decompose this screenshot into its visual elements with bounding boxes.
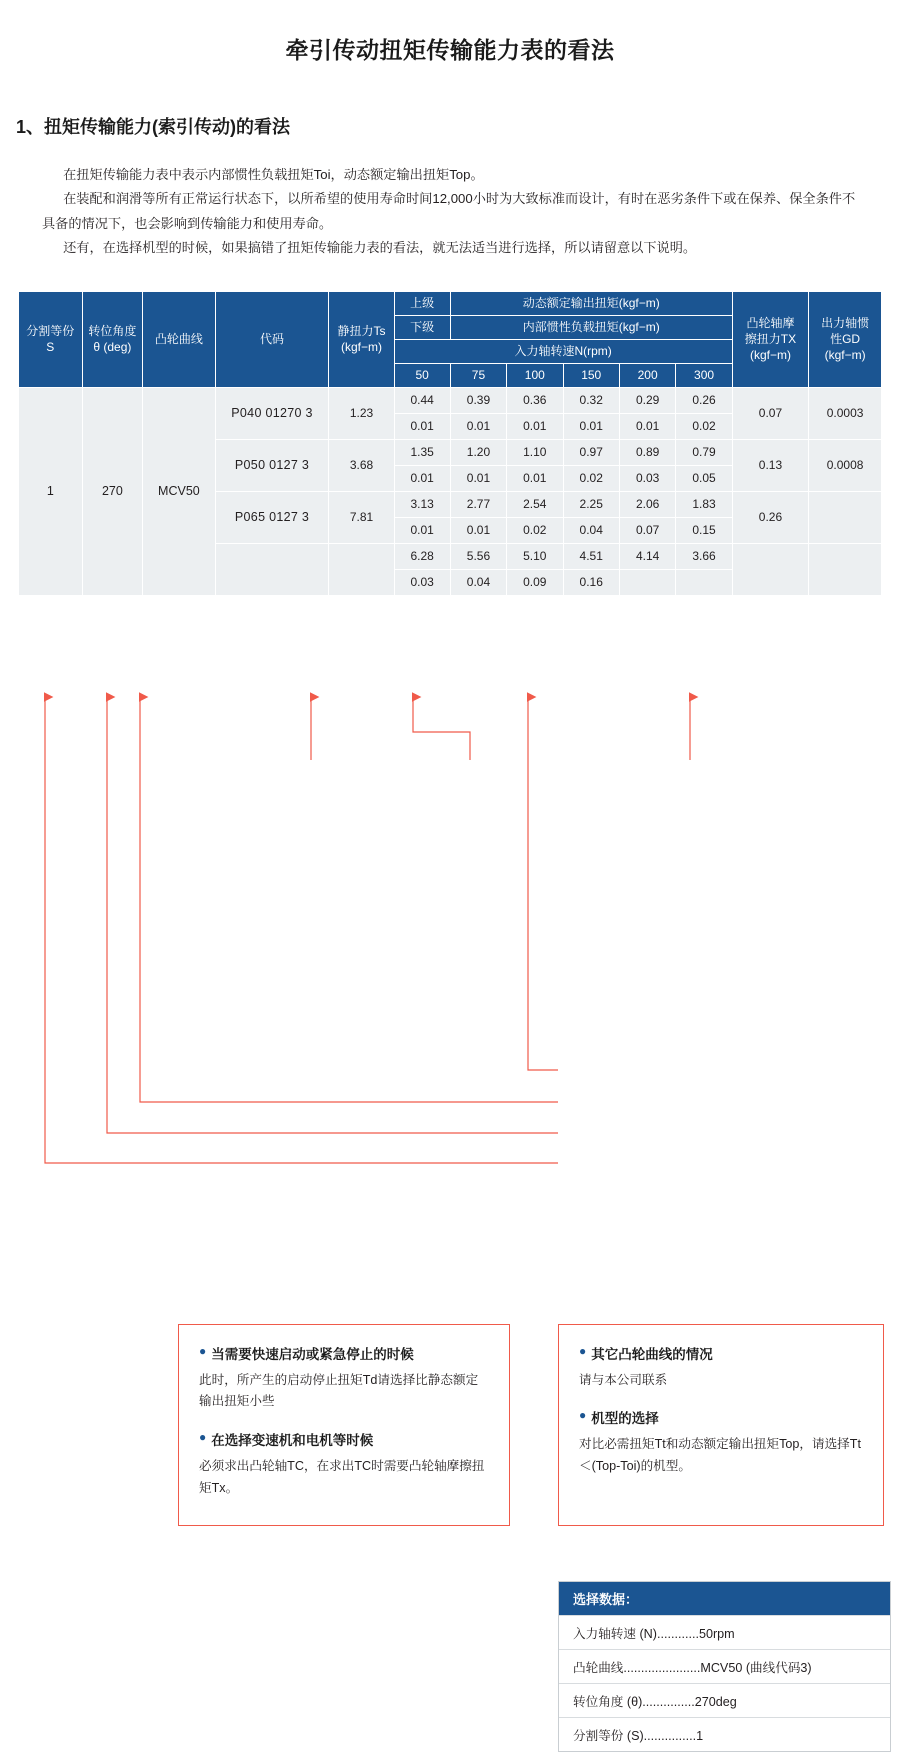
th-static-torque	[329, 291, 394, 387]
th-code: 代码	[215, 291, 329, 387]
cell-upper-4-200: 4.14	[619, 543, 675, 569]
callout-right	[558, 1324, 884, 1526]
cell-lower-4-200	[619, 569, 675, 595]
cell-lower-1-75: 0.01	[450, 413, 506, 439]
th-index-angle	[82, 291, 143, 387]
cell-code-1: P040 01270 3	[215, 387, 329, 439]
th-input-speed: 入力轴转速N(rpm)	[394, 339, 732, 363]
cell-lower-1-150: 0.01	[563, 413, 619, 439]
document-page	[0, 32, 900, 1743]
th-cam-friction-line1: 凸轮轴摩	[746, 315, 795, 330]
cell-upper-4-300: 3.66	[676, 543, 732, 569]
cell-code-4	[215, 543, 329, 595]
cell-upper-1-100: 0.36	[507, 387, 563, 413]
th-lower-text: 内部惯性负载扭矩(kgf−m)	[450, 315, 732, 339]
bullet-icon: ●	[579, 1408, 587, 1423]
cell-lower-3-200: 0.07	[619, 517, 675, 543]
page-title: 牵引传动扭矩传输能力表的看法	[285, 37, 615, 63]
cell-lower-2-50: 0.01	[394, 465, 450, 491]
cell-ts-2: 3.68	[329, 439, 394, 491]
cell-lower-4-150: 0.16	[563, 569, 619, 595]
cell-lower-1-50: 0.01	[394, 413, 450, 439]
cell-upper-2-75: 1.20	[450, 439, 506, 465]
th-cam-friction-line2: 擦扭力TX	[744, 332, 797, 347]
callout-left	[178, 1324, 510, 1526]
cell-upper-3-100: 2.54	[507, 491, 563, 517]
cell-upper-2-200: 0.89	[619, 439, 675, 465]
torque-capacity-table-wrapper	[18, 291, 882, 596]
cell-upper-2-150: 0.97	[563, 439, 619, 465]
callout-left-head-2-text: 在选择变速机和电机等时候	[211, 1433, 374, 1448]
cell-split-grade: 1	[19, 387, 83, 595]
th-rpm-300: 300	[676, 363, 732, 387]
bullet-icon: ●	[199, 1430, 207, 1444]
th-lower-label: 下级	[394, 315, 450, 339]
cell-upper-3-75: 2.77	[450, 491, 506, 517]
paragraph-1: 在扭矩传输能力表中表示内部惯性负载扭矩Toi，动态额定输出扭矩Top。	[63, 167, 484, 182]
cell-ts-4	[329, 543, 394, 595]
th-split-grade-line2: S	[46, 340, 55, 355]
th-index-angle-line2: θ (deg)	[93, 340, 132, 355]
torque-capacity-table	[18, 291, 882, 596]
callout-right-item-1	[579, 1343, 863, 1392]
cell-upper-1-150: 0.32	[563, 387, 619, 413]
cell-lower-1-200: 0.01	[619, 413, 675, 439]
cell-lower-4-50: 0.03	[394, 569, 450, 595]
th-split-grade-line1: 分割等份	[26, 324, 75, 338]
cell-lower-3-150: 0.04	[563, 517, 619, 543]
callout-left-item-2	[199, 1429, 489, 1499]
connector-input-speed	[528, 697, 558, 1070]
callout-left-body-1: 此时，所产生的启动停止扭矩Td请选择比静态额定输出扭矩小些	[199, 1372, 479, 1409]
callout-right-body-1: 请与本公司联系	[579, 1372, 668, 1387]
cell-lower-3-100: 0.02	[507, 517, 563, 543]
cell-upper-2-300: 0.79	[676, 439, 732, 465]
connector-cam-curve	[140, 697, 558, 1102]
cell-upper-3-300: 1.83	[676, 491, 732, 517]
callout-right-head-1-text: 其它凸轮曲线的情况	[591, 1346, 713, 1362]
th-rpm-100: 100	[507, 363, 563, 387]
selection-data-row-3: 转位角度 (θ)...............270deg	[559, 1683, 890, 1717]
cell-lower-2-75: 0.01	[450, 465, 506, 491]
th-static-torque-line2: (kgf−m)	[341, 340, 383, 355]
callout-left-body-2: 必须求出凸轮轴TC，在求出TC时需要凸轮轴摩擦扭矩Tx。	[199, 1459, 485, 1495]
cell-upper-3-50: 3.13	[394, 491, 450, 517]
cell-lower-2-300: 0.05	[676, 465, 732, 491]
callout-left-item-1	[199, 1343, 489, 1413]
callout-right-head-2	[579, 1407, 863, 1427]
callout-left-head-2	[199, 1429, 489, 1449]
th-rpm-50: 50	[394, 363, 450, 387]
th-split-grade	[19, 291, 83, 387]
selection-data-box	[558, 1581, 891, 1752]
th-output-inertia-line1: 出力轴惯	[821, 315, 870, 330]
cell-upper-2-50: 1.35	[394, 439, 450, 465]
cell-tx-3: 0.26	[732, 491, 808, 543]
table-body	[19, 387, 882, 595]
callout-left-head-1-text: 当需要快速启动或紧急停止的时候	[211, 1346, 414, 1362]
cell-upper-1-300: 0.26	[676, 387, 732, 413]
cell-gd-4	[809, 543, 882, 595]
cell-upper-1-50: 0.44	[394, 387, 450, 413]
th-output-inertia-line3: (kgf−m)	[824, 348, 866, 363]
cell-lower-2-200: 0.03	[619, 465, 675, 491]
cell-upper-3-150: 2.25	[563, 491, 619, 517]
cell-upper-4-100: 5.10	[507, 543, 563, 569]
bullet-icon: ●	[199, 1343, 207, 1358]
callout-right-head-1	[579, 1343, 863, 1363]
selection-data-row-2: 凸轮曲线......................MCV50 (曲线代码3)	[559, 1649, 890, 1683]
callout-right-body-2: 对比必需扭矩Tt和动态额定输出扭矩Top，请选择Tt＜(Top-Toi)的机型。	[579, 1437, 861, 1473]
th-upper-text: 动态额定输出扭矩(kgf−m)	[450, 291, 732, 315]
cell-upper-3-200: 2.06	[619, 491, 675, 517]
cell-code-2: P050 0127 3	[215, 439, 329, 491]
paragraph-2: 在装配和润滑等所有正常运行状态下，以所希望的使用寿命时间12,000小时为大致标准而设计，有时在恶劣条件下或在保养、保全条件不具备的情况下，也会影响到传输能力和使用寿命。	[42, 191, 856, 231]
connector-index-angle	[107, 697, 558, 1133]
th-upper-label: 上级	[394, 291, 450, 315]
th-rpm-150: 150	[563, 363, 619, 387]
th-cam-friction	[732, 291, 808, 387]
cell-upper-2-100: 1.10	[507, 439, 563, 465]
th-output-inertia	[809, 291, 882, 387]
cell-lower-2-100: 0.01	[507, 465, 563, 491]
cell-tx-1: 0.07	[732, 387, 808, 439]
table-row	[19, 387, 882, 413]
cell-lower-4-300	[676, 569, 732, 595]
cell-upper-4-75: 5.56	[450, 543, 506, 569]
callout-right-head-2-text: 机型的选择	[591, 1411, 659, 1427]
cell-lower-1-300: 0.02	[676, 413, 732, 439]
table-header-row-1	[19, 291, 882, 315]
th-cam-friction-line3: (kgf−m)	[749, 348, 791, 363]
th-cam-curve: 凸轮曲线	[143, 291, 215, 387]
connector-split-grade	[45, 697, 558, 1163]
cell-upper-4-150: 4.51	[563, 543, 619, 569]
table-head	[19, 291, 882, 387]
cell-lower-4-100: 0.09	[507, 569, 563, 595]
selection-data-row-4: 分割等份 (S)...............1	[559, 1717, 890, 1751]
th-static-torque-line1: 静扭力Ts	[337, 324, 386, 338]
cell-upper-4-50: 6.28	[394, 543, 450, 569]
th-output-inertia-line2: 性GD	[830, 332, 861, 347]
cell-gd-2: 0.0008	[809, 439, 882, 491]
th-rpm-200: 200	[619, 363, 675, 387]
selection-data-row-1: 入力轴转速 (N)............50rpm	[559, 1615, 890, 1649]
selection-data-title: 选择数据：	[559, 1582, 890, 1615]
cell-ts-1: 1.23	[329, 387, 394, 439]
cell-upper-1-75: 0.39	[450, 387, 506, 413]
cell-cam-curve: MCV50	[143, 387, 215, 595]
cell-tx-4	[732, 543, 808, 595]
connector-dynamic-torque	[413, 697, 470, 760]
cell-ts-3: 7.81	[329, 491, 394, 543]
paragraph-3: 还有，在选择机型的时候，如果搞错了扭矩传输能力表的看法，就无法适当进行选择，所以请留意以下说明。	[63, 240, 697, 256]
cell-lower-3-300: 0.15	[676, 517, 732, 543]
section-title: 1、扭矩传输能力(索引传动)的看法	[16, 117, 290, 137]
cell-lower-3-50: 0.01	[394, 517, 450, 543]
cell-code-3: P065 0127 3	[215, 491, 329, 543]
th-index-angle-line1: 转位角度	[88, 324, 137, 338]
bullet-icon: ●	[579, 1343, 587, 1358]
cell-lower-1-100: 0.01	[507, 413, 563, 439]
cell-lower-4-75: 0.04	[450, 569, 506, 595]
intro-paragraphs	[42, 163, 868, 261]
cell-upper-1-200: 0.29	[619, 387, 675, 413]
callout-left-head-1	[199, 1343, 489, 1363]
cell-gd-3	[809, 491, 882, 543]
callout-right-item-2	[579, 1407, 863, 1477]
th-rpm-75: 75	[450, 363, 506, 387]
cell-tx-2: 0.13	[732, 439, 808, 491]
cell-gd-1: 0.0003	[809, 387, 882, 439]
cell-lower-3-75: 0.01	[450, 517, 506, 543]
cell-index-angle: 270	[82, 387, 143, 595]
cell-lower-2-150: 0.02	[563, 465, 619, 491]
